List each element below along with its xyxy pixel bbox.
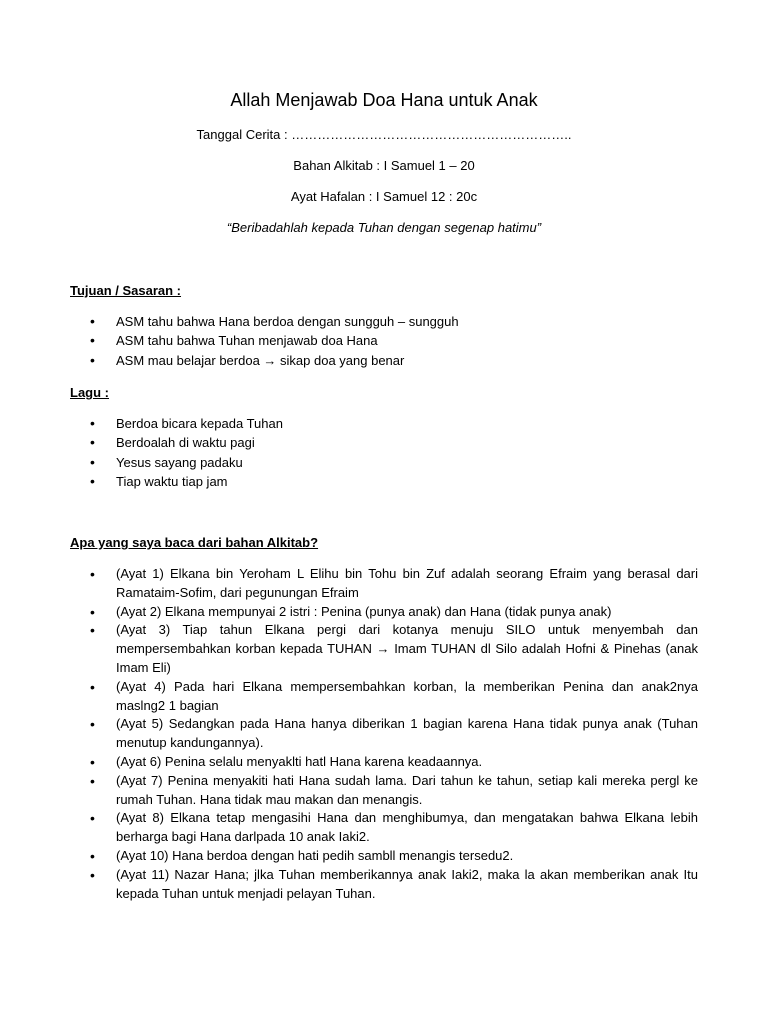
list-item: • ASM mau belajar berdoa → sikap doa yang benar (0, 351, 768, 370)
list-item: • (Ayat 1) Elkana bin Yeroham L Elihu bin Tohu bin Zuf adalah seorang Efraim yang berasal dari Ramataim-Sofim, dari pegunungan Efraim (0, 565, 698, 603)
list-item: • (Ayat 10) Hana berdoa dengan hati pedih sambll menangis tersedu2. (0, 847, 698, 866)
memory-verse-line: Ayat Hafalan : I Samuel 12 : 20c (290, 189, 478, 204)
reading-heading: Apa yang saya baca dari bahan Alkitab? (70, 535, 319, 550)
goals-list (0, 312, 768, 370)
list-item: • (Ayat 7) Penina menyakiti hati Hana sudah lama. Dari tahun ke tahun, setiap kali mereka pergl ke rumah Tuhan. Hana tidak mau makan dan menangis. (0, 772, 698, 810)
list-item: • Yesus sayang padaku (0, 453, 768, 472)
songs-heading: Lagu : (70, 385, 109, 400)
story-date-line: Tanggal Cerita : ……………………………………………………….. (196, 127, 572, 142)
goals-heading: Tujuan / Sasaran : (70, 283, 182, 298)
reading-list (0, 565, 768, 903)
document-title: Allah Menjawab Doa Hana untuk Anak (230, 90, 538, 110)
list-item: • Tiap waktu tiap jam (0, 472, 768, 491)
list-item: • Berdoalah di waktu pagi (0, 433, 768, 452)
list-item: • ASM tahu bahwa Hana berdoa dengan sungguh – sungguh (0, 312, 768, 331)
list-item: • (Ayat 2) Elkana mempunyai 2 istri : Penina (punya anak) dan Hana (tidak punya anak) (0, 603, 698, 622)
list-item: • (Ayat 3) Tiap tahun Elkana pergi dari kotanya menuju SILO untuk menyembah dan mempersembahkan korban kepada TUHAN → Imam TUHAN dl Silo adalah Hofni & Pinehas (anak Imam Eli) (0, 621, 698, 677)
list-item: • (Ayat 5) Sedangkan pada Hana hanya diberikan 1 bagian karena Hana tidak punya anak (Tuhan menutup kandungannya). (0, 715, 698, 753)
list-item: • ASM tahu bahwa Tuhan menjawab doa Hana (0, 331, 768, 350)
list-item: • (Ayat 11) Nazar Hana; jlka Tuhan memberikannya anak Iaki2, maka la akan memberikan anak Itu kepada Tuhan untuk menjadi pelayan Tuhan. (0, 866, 698, 904)
list-item: • (Ayat 8) Elkana tetap mengasihi Hana dan menghibumya, dan mengatakan bahwa Elkana lebih berharga bagi Hana darlpada 10 anak Iaki2. (0, 809, 698, 847)
scripture-reference-line: Bahan Alkitab : I Samuel 1 – 20 (293, 158, 475, 173)
songs-list (0, 414, 768, 491)
list-item: • (Ayat 6) Penina selalu menyaklti hatl Hana karena keadaannya. (0, 753, 698, 772)
list-item: • Berdoa bicara kepada Tuhan (0, 414, 768, 433)
list-item: • (Ayat 4) Pada hari Elkana mempersembahkan korban, la memberikan Penina dan anak2nya maslng2 1 bagian (0, 678, 698, 716)
memory-verse-quote: “Beribadahlah kepada Tuhan dengan segenap hatimu” (226, 220, 542, 235)
